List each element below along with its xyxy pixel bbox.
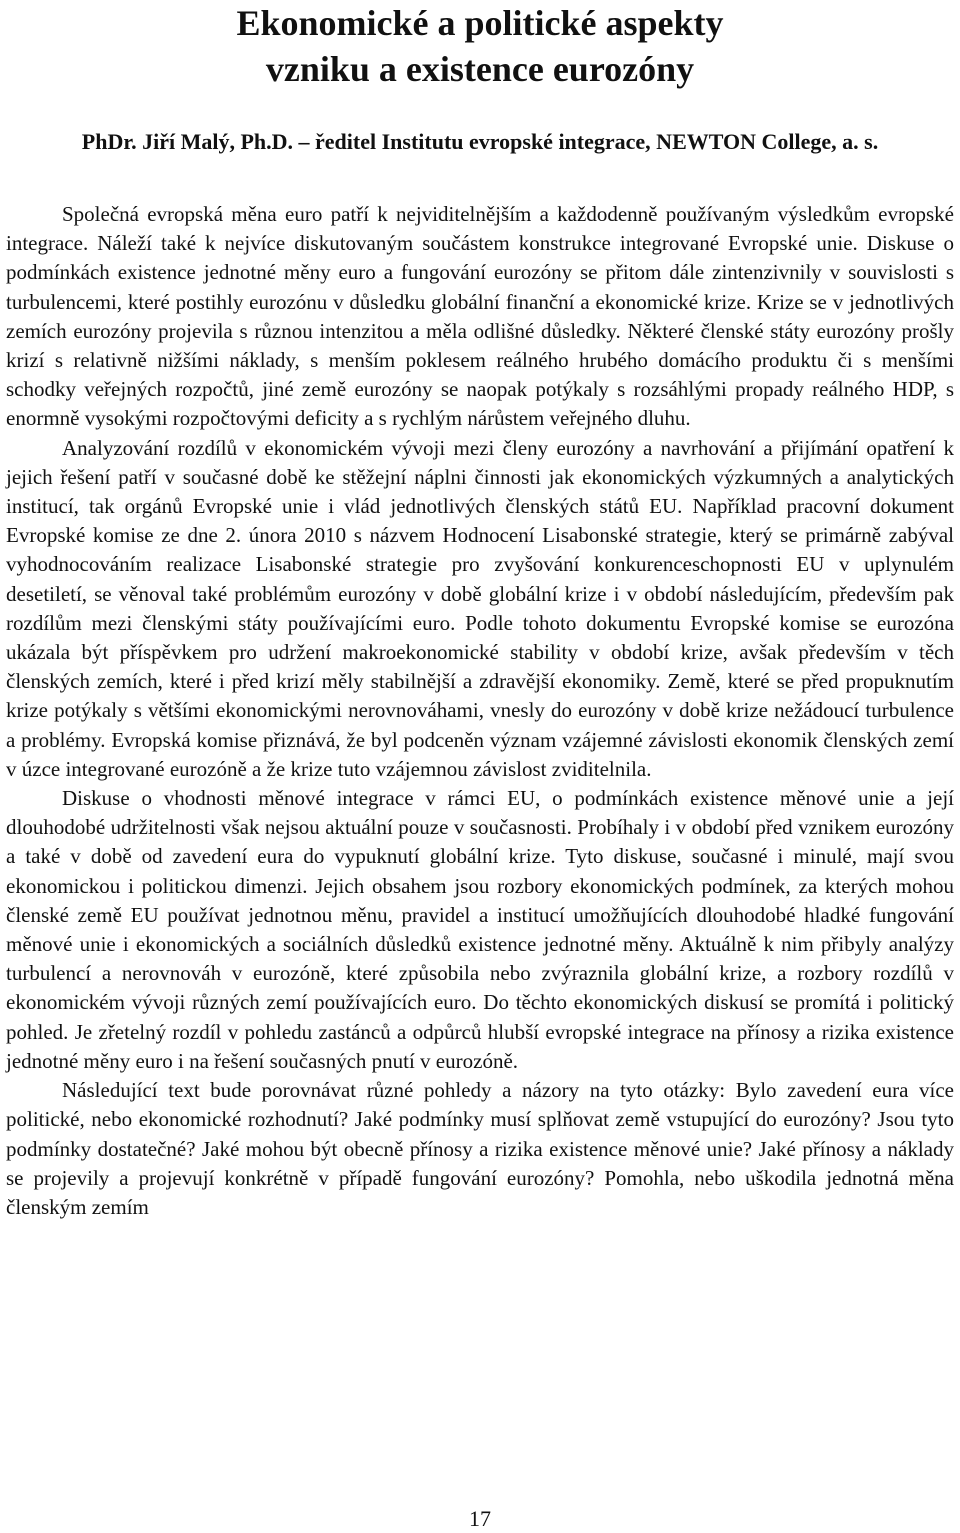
page-number: 17 xyxy=(469,1506,491,1531)
title-line-2: vzniku a existence eurozóny xyxy=(265,49,695,89)
body-text xyxy=(6,200,954,1222)
paragraph: Společná evropská měna euro patří k nejviditelnějším a každodenně používaným výsledkům evropské integrace. Náleží také k nejvíce diskutovaným součástem konstrukce integrované Evropské unie. Diskuse o podmínkách existence jednotné měny euro a fungování eurozóny se přitom dále zintenzivnily v souvislosti s turbulencemi, které postihly eurozónu v důsledku globální finanční a ekonomické krize. Krize se v jednotlivých zemích eurozóny projevila s různou intenzitou a měla odlišné důsledky. Některé členské státy eurozóny prošly krizí s relativně nižšími náklady, s menším poklesem reálného hrubého domácího produktu či s menšími schodky veřejných rozpočtů, jiné země eurozóny se naopak potýkaly s rozsáhlými propady reálného HDP, s enormně vysokými rozpočtovými deficity a s rychlým nárůstem veřejného dluhu. xyxy=(6,202,954,431)
author-line: PhDr. Jiří Malý, Ph.D. – ředitel Institutu evropské integrace, NEWTON College, a. s. xyxy=(81,129,879,154)
title-line-1: Ekonomické a politické aspekty xyxy=(236,3,724,43)
paragraph: Diskuse o vhodnosti měnové integrace v rámci EU, o podmínkách existence měnové unie a její dlouhodobé udržitelnosti však nejsou aktuální pouze v současnosti. Probíhaly i v období před vznikem eurozóny a také v době od zavedení eura do vypuknutí globální krize. Tyto diskuse, současné i minulé, mají svou ekonomickou i politickou dimenzi. Jejich obsahem jsou rozbory ekonomických podmínek, za kterých mohou členské země EU používat jednotnou měnu, pravidel a institucí umožňujících dlouhodobé hladké fungování měnové unie i ekonomických a sociálních důsledků existence jednotné měny. Aktuálně k nim přibyly analýzy turbulencí a nerovnováh v eurozóně, které způsobila nebo zvýraznila globální krize, a rozbory rozdílů v ekonomickém vývoji různých zemí používajících euro. Do těchto ekonomických diskusí se promítá i politický pohled. Je zřetelný rozdíl v pohledu zastánců a odpůrců hlubší evropské integrace na přínosy a rizika existence jednotné měny euro i na řešení současných pnutí v eurozóně. xyxy=(6,786,954,1073)
paragraph: Následující text bude porovnávat různé pohledy a názory na tyto otázky: Bylo zavedení eura více politické, nebo ekonomické rozhodnutí? Jaké podmínky musí splňovat země vstupující do eurozóny? Jsou tyto podmínky dostatečné? Jaké mohou být obecně přínosy a rizika existence měnové unie? Jaké přínosy a náklady se projevily a projevují konkrétně v případě fungování eurozóny? Pomohla, nebo uškodila jednotná měna členským zemím xyxy=(6,1078,954,1219)
document-title xyxy=(6,0,954,92)
paragraph: Analyzování rozdílů v ekonomickém vývoji mezi členy eurozóny a navrhování a přijímání opatření k jejich řešení patří v současné době ke stěžejní náplni činnosti jak ekonomických výzkumných a analytických institucí, tak orgánů Evropské unie i vlád jednotlivých členských států EU. Například pracovní dokument Evropské komise ze dne 2. února 2010 s názvem Hodnocení Lisabonské strategie, který se primárně zabýval vyhodnocováním realizace Lisabonské strategie pro zvyšování konkurenceschopnosti EU v uplynulém desetiletí, se věnoval také problémům eurozóny v době globální krize i v období následujícím, především pak rozdílům mezi členskými státy používajícími euro. Podle tohoto dokumentu Evropské komise se eurozóna ukázala být příspěvkem pro udržení makroekonomické stability v období krize, avšak především v těch členských zemích, které i před krizí měly stabilnější a zdravější ekonomiky. Země, které se před propuknutím krize potýkaly s většími ekonomickými nerovnováhami, vnesly do eurozóny v době krize nežádoucí turbulence a problémy. Evropská komise přiznává, že byl podceněn význam vzájemné závislosti ekonomik členských zemí v úzce integrované eurozóně a že krize tuto vzájemnou závislost zviditelnila. xyxy=(6,435,954,781)
